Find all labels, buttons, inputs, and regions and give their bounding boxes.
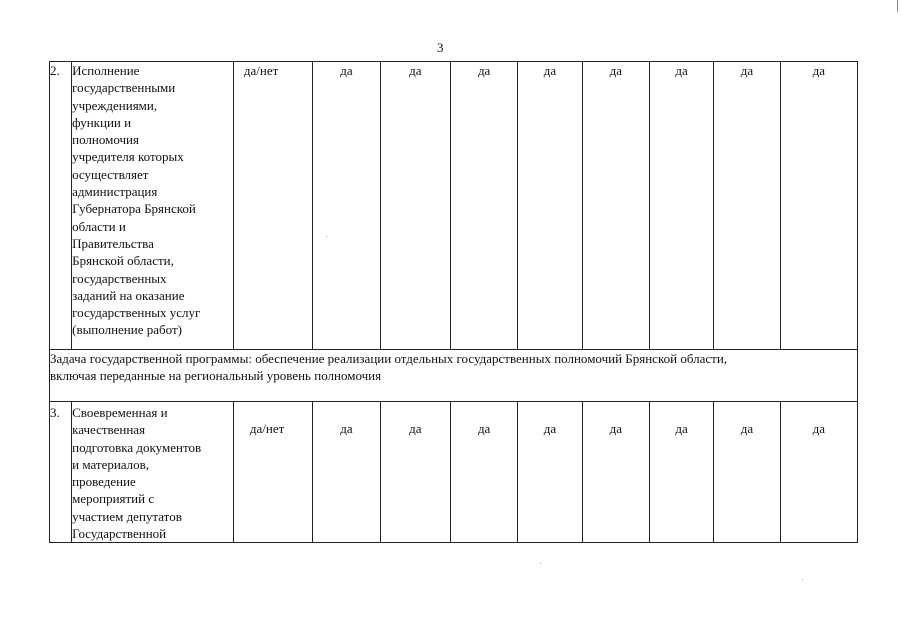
indicator-description <box>72 402 234 543</box>
value-cell: да <box>518 62 582 350</box>
description-line: Своевременная и <box>72 405 168 420</box>
value-cell: да <box>313 402 380 543</box>
task-row <box>50 350 858 402</box>
row-number: 2. <box>50 62 72 350</box>
description-line: мероприятий с <box>72 491 155 507</box>
unit-cell: да/нет <box>233 402 312 543</box>
description-line: Исполнение <box>72 63 140 78</box>
description-line: заданий на оказание <box>72 287 185 303</box>
description-line: администрация <box>72 184 158 200</box>
value-cell: да <box>780 402 857 543</box>
description-line: проведение <box>72 474 136 490</box>
unit-cell: да/нет <box>233 62 312 350</box>
description-line: учредителя которых <box>72 149 184 165</box>
description-line: Брянской области, <box>72 253 174 269</box>
description-line: и материалов, <box>72 456 150 472</box>
value-cell: да <box>780 62 857 350</box>
value-cell: да <box>380 402 450 543</box>
value-cell: да <box>582 62 649 350</box>
description-line: (выполнение работ) <box>72 322 182 338</box>
description-line: функции и <box>72 114 132 130</box>
description-line: подготовка документов <box>72 439 202 455</box>
table-row <box>50 402 858 543</box>
description-line: государственных услуг <box>72 305 201 321</box>
value-cell: да <box>380 62 450 350</box>
description-line: качественная <box>72 422 146 438</box>
table-row <box>50 62 858 350</box>
row-number: 3. <box>50 402 72 543</box>
scan-speck <box>802 579 803 580</box>
value-cell: да <box>518 402 582 543</box>
value-cell: да <box>714 402 780 543</box>
value-cell: да <box>582 402 649 543</box>
value-cell: да <box>714 62 780 350</box>
description-line: области и <box>72 218 126 234</box>
value-cell: да <box>313 62 380 350</box>
description-line: Правительства <box>72 235 154 251</box>
description-line: полномочия <box>72 132 139 148</box>
description-line: государственными <box>72 80 176 96</box>
value-cell: да <box>649 402 713 543</box>
description-line: Государственной <box>72 526 167 542</box>
description-line: государственных <box>72 270 167 286</box>
page-number: 3 <box>437 40 444 55</box>
task-line: Задача государственной программы: обеспечение реализации отдельных государственных полномочий Брянской области, <box>50 351 728 366</box>
description-line: Губернатора Брянской <box>72 201 196 217</box>
description-line: осуществляет <box>72 166 149 182</box>
indicators-table <box>49 61 858 543</box>
task-cell <box>50 350 858 402</box>
value-cell: да <box>450 402 517 543</box>
value-cell: да <box>649 62 713 350</box>
value-cell: да <box>450 62 517 350</box>
scan-corner-mark <box>897 0 898 12</box>
indicator-description <box>72 62 234 350</box>
task-line: включая переданные на региональный уровень полномочия <box>50 368 382 384</box>
description-line: участием депутатов <box>72 508 182 524</box>
scan-speck <box>540 563 541 564</box>
description-line: учреждениями, <box>72 97 158 113</box>
